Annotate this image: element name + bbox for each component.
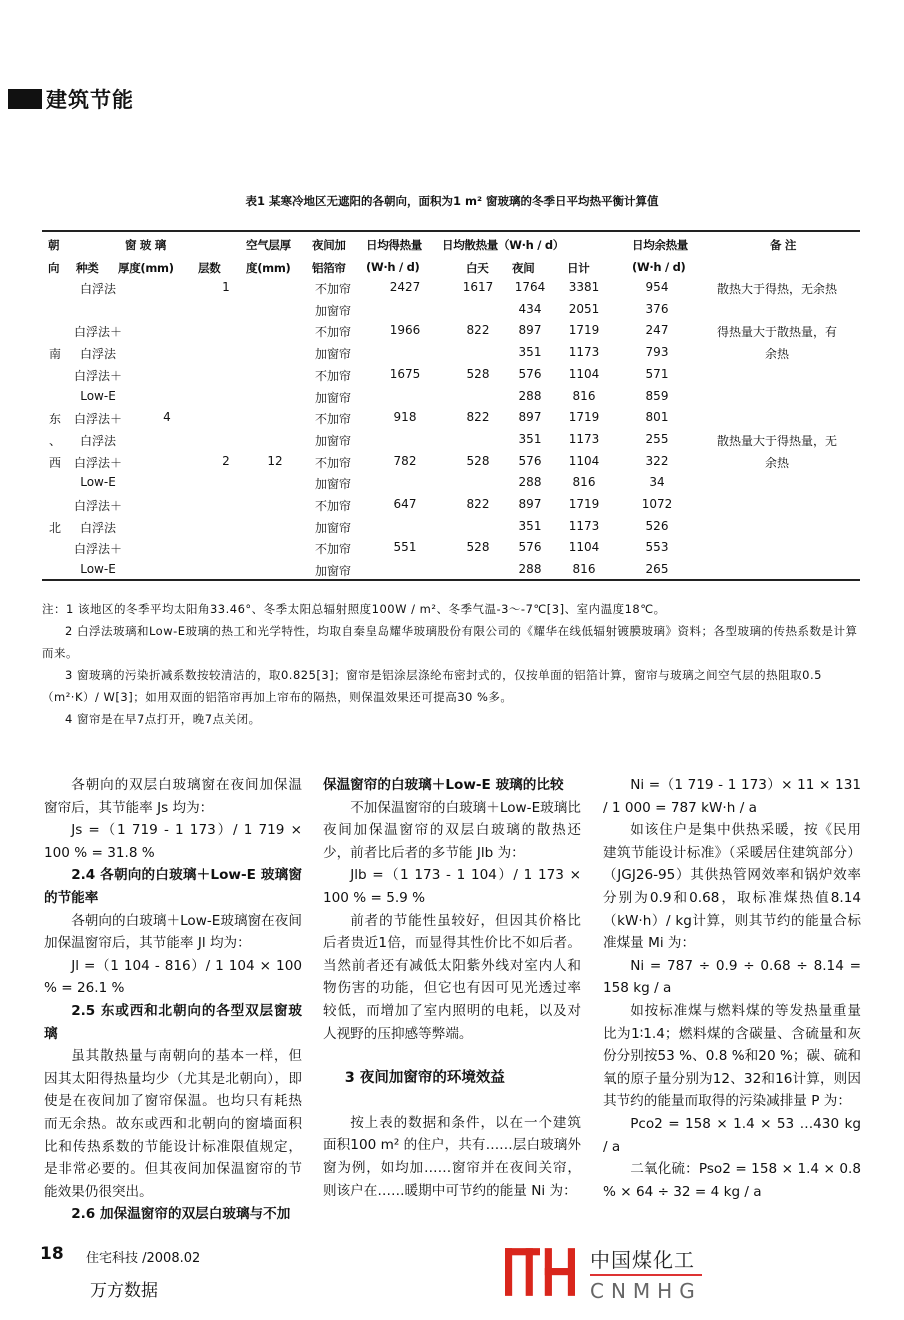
table-cell: 1719 [568, 410, 600, 425]
table-cell: 北 [48, 520, 62, 535]
table-cell: 897 [518, 410, 542, 425]
table-cell: 4 [163, 410, 171, 425]
table-cell: 加窗帘 [314, 390, 352, 405]
table-cell: 1764 [514, 280, 546, 294]
header-cell: 夜间加 [312, 238, 346, 252]
table-cell: 1104 [568, 540, 600, 555]
table-cell: 528 [466, 453, 490, 468]
table-cell: 白浮法＋ [73, 368, 123, 383]
watermark-cn: 中国煤化工 [590, 1244, 702, 1276]
table-bottom-rule [42, 579, 860, 581]
paragraph: 前者的节能性虽较好，但因其价格比后者贵近1倍，而显得其性价比不如后者。当然前者还有减低太阳紫外线对室内人和物伤害的功能，但它也有因可见光透过率较低，而增加了室内照明的电耗，以及对人视野的压抑感等弊端。 [323, 912, 581, 1042]
table-cell: 2427 [389, 280, 421, 294]
paragraph: 各朝向的白玻璃＋Low-E玻璃窗在夜间加保温窗帘后，其节能率 Jl 均为： [44, 912, 302, 952]
table-cell: 不加帘 [314, 282, 352, 296]
heading-2-6: 2.6 加保温窗帘的双层白玻璃与不加 [71, 1206, 291, 1223]
table-cell: 816 [572, 475, 596, 490]
watermark-text [590, 1244, 702, 1303]
paragraph: 按上表的数据和条件，以在一个建筑面积100 m² 的住户，共有……层白玻璃外窗为例，如均加……窗帘并在夜间关帘，则该户在……暖期中可节约的能量 Ni 为： [323, 1114, 581, 1199]
table-cell: 553 [645, 540, 669, 555]
paragraph: 各朝向的双层白玻璃窗在夜间加保温窗帘后，其节能率 Js 均为： [44, 777, 302, 816]
table-cell: 528 [466, 540, 490, 555]
table-cell: 247 [645, 323, 669, 338]
table-cell: 不加帘 [314, 499, 352, 513]
page-number: 18 [40, 1244, 64, 1264]
header-cell: 日均得热量 [366, 238, 422, 252]
table-cell: 822 [466, 323, 490, 338]
table-cell: 897 [518, 497, 542, 511]
table-cell: 1173 [568, 431, 600, 446]
formula: Ni =（1 719 - 1 173）× 11 × 131 / 1 000 = 787 kW·h / a [603, 777, 861, 816]
header-cell: 厚度(mm) [118, 261, 174, 275]
table-cell: 散热量大于得热量，无 [716, 433, 838, 448]
table-cell: 322 [645, 453, 669, 468]
table-cell: 576 [518, 366, 542, 381]
formula: 二氧化硫：Pso2 = 158 × 1.4 × 0.8 % × 64 ÷ 32 = 4 kg / a [603, 1161, 861, 1200]
journal-info: 住宅科技 /2008.02 [86, 1251, 201, 1266]
table-cell: 793 [645, 345, 669, 360]
table-cell: 不加帘 [314, 542, 352, 557]
table-notes [42, 598, 862, 730]
header-cell: (W·h / d) [366, 260, 420, 274]
table-cell: 816 [572, 388, 596, 403]
table-cell: 34 [649, 475, 665, 490]
note-3: 3 窗玻璃的污染折减系数按较清洁的，取0.825[3]；窗帘是铝涂层涤纶布密封式的，仅按单面的铝箔计算，窗帘与玻璃之间空气层的热阻取0.5（m²·K）/ W[3]；如用双面的铝箔帘再加上帘布的隔热，则保温效果还可提高30 %多。 [42, 668, 822, 704]
watermark-en: CNMHG [590, 1279, 702, 1303]
table-cell: 376 [645, 301, 669, 316]
table-cell: 不加帘 [314, 325, 352, 340]
table-cell: 加窗帘 [314, 303, 352, 318]
table-cell: 白浮法 [79, 282, 117, 296]
header-cell: 日均余热量 [632, 238, 688, 252]
formula: Pco2 = 158 × 1.4 × 53 …430 kg / a [603, 1115, 861, 1155]
table-cell: 647 [393, 497, 417, 511]
section-title: 建筑节能 [46, 88, 134, 112]
table-cell: 2 [222, 453, 230, 468]
table-cell: 加窗帘 [314, 433, 352, 448]
header-cell: (W·h / d) [632, 260, 686, 274]
table-cell: 1072 [641, 497, 673, 511]
header-cell: 夜间 [512, 261, 535, 275]
table-cell: 816 [572, 562, 596, 577]
source-label: 万方数据 [90, 1281, 158, 1301]
header-cell: 空气层厚 [246, 238, 291, 252]
table-cell: 白浮法 [79, 433, 117, 448]
table-cell: 822 [466, 410, 490, 425]
table-cell: 2051 [568, 301, 600, 316]
heading-3: 3 夜间加窗帘的环境效益 [344, 1070, 505, 1087]
table-cell: 822 [466, 497, 490, 511]
table-cell: 782 [393, 453, 417, 468]
table-cell: 897 [518, 323, 542, 338]
table-cell: 3381 [568, 280, 600, 294]
header-cell: 日计 [567, 261, 590, 275]
table-cell: 1966 [389, 323, 421, 338]
header-cell: 窗 玻 璃 [125, 238, 167, 252]
table-cell: 1104 [568, 366, 600, 381]
table-cell: 918 [393, 410, 417, 425]
table-caption: 表1 某寒冷地区无遮阳的各朝向，面积为1 m² 窗玻璃的冬季日平均热平衡计算值 [245, 194, 659, 208]
table-cell: 加窗帘 [314, 520, 352, 535]
note-4: 4 窗帘是在早7点打开，晚7点关闭。 [65, 712, 261, 726]
text-column-1 [44, 774, 302, 1226]
header-cell: 白天 [466, 261, 489, 275]
table-cell: 南 [48, 347, 62, 362]
table-cell: 散热大于得热，无余热 [716, 282, 838, 296]
table-cell: 12 [267, 453, 283, 468]
table-cell: 白浮法＋ [73, 499, 123, 513]
note-1: 注：1 该地区的冬季平均太阳角33.46°、冬季太阳总辐射照度100W / m²、冬季气温-3～-7℃[3]、室内温度18℃。 [42, 602, 666, 616]
formula: Js =（1 719 - 1 173）/ 1 719 × 100 % = 31.8 % [44, 822, 302, 861]
table-cell: 白浮法＋ [73, 455, 123, 470]
table-cell: 白浮法 [79, 347, 117, 362]
table-cell: 加窗帘 [314, 477, 352, 492]
table-cell: 1719 [568, 323, 600, 338]
paragraph: 如该住户是集中供热采暖，按《民用建筑节能设计标准》（采暖居住建筑部分）（JGJ26-95）其供热管网效率和锅炉效率分别为0.9和0.68，取标准煤热值8.14（kW·h）/ kg计算，则其节约的能量合标准煤量 Mi 为： [603, 822, 861, 952]
table-cell: 576 [518, 453, 542, 468]
table-cell: 1617 [462, 280, 494, 294]
heading-2-4: 2.4 各朝向的白玻璃＋Low-E 玻璃窗的节能率 [44, 867, 302, 906]
table-cell: 加窗帘 [314, 347, 352, 362]
table-cell: 571 [645, 366, 669, 381]
table-cell: 白浮法＋ [73, 412, 123, 427]
table-cell: 351 [518, 431, 542, 446]
paragraph: 如按标准煤与燃料煤的等发热量重量比为1∶1.4；燃料煤的含碳量、含硫量和灰份分别按53 %、0.8 %和20 %；碳、硫和氧的原子量分别为12、32和16计算，则因其节约的能量而取得的污染减排量 P 为： [603, 1002, 861, 1110]
table-cell: 954 [645, 280, 669, 294]
paragraph: 虽其散热量与南朝向的基本一样，但因其太阳得热量均少（尤其是北朝向），即使是在夜间加了窗帘保温。也均只有耗热而无余热。故东或西和北朝向的窗墙面积比和传热系数的节能设计标准限值规定，是非常必要的。但其夜间加保温窗帘的节能效果仍很突出。 [44, 1048, 302, 1200]
table-cell: 、 [48, 433, 62, 448]
table-cell: 不加帘 [314, 455, 352, 470]
table-cell: 得热量大于散热量，有 [716, 325, 838, 340]
text-column-3 [603, 774, 861, 1203]
header-cell: 朝 [48, 238, 60, 252]
table-cell: 288 [518, 475, 542, 490]
table-cell: 余热 [764, 455, 790, 470]
table-cell: 551 [393, 540, 417, 555]
table-cell: 288 [518, 562, 542, 577]
heading-2-6-continued: 保温窗帘的白玻璃＋Low-E 玻璃的比较 [323, 777, 564, 793]
table-top-rule [42, 230, 860, 232]
table-cell: 1104 [568, 453, 600, 468]
header-cell: 度(mm) [246, 261, 291, 275]
table-cell: 不加帘 [314, 412, 352, 427]
text-column-2 [323, 774, 581, 1202]
table-cell: 加窗帘 [314, 564, 352, 579]
table-cell: 1173 [568, 345, 600, 360]
table-cell: 东 [48, 412, 62, 427]
table-cell: 白浮法＋ [73, 542, 123, 557]
header-cell: 种类 [76, 261, 99, 275]
table-cell: 801 [645, 410, 669, 425]
note-2: 2 白浮法玻璃和Low-E玻璃的热工和光学特性，均取自秦皇岛耀华玻璃股份有限公司的《耀华在线低辐射镀膜玻璃》资料；各型玻璃的传热系数是计算而来。 [42, 624, 858, 660]
section-header [8, 84, 134, 114]
paragraph: 不加保温窗帘的白玻璃＋Low-E玻璃比夜间加保温窗帘的双层白玻璃的散热还少，前者比后者的多节能 Jlb 为： [323, 799, 581, 861]
table-cell: Low-E [80, 475, 116, 490]
table-cell: 434 [518, 301, 542, 316]
header-cell: 层数 [198, 261, 221, 275]
table-cell: 859 [645, 388, 669, 403]
table-cell: Low-E [80, 388, 116, 403]
table-cell: 351 [518, 518, 542, 533]
table-cell: 526 [645, 518, 669, 533]
table-cell: 288 [518, 388, 542, 403]
formula: Ni = 787 ÷ 0.9 ÷ 0.68 ÷ 8.14 = 158 kg / a [603, 957, 861, 997]
table-cell: 265 [645, 562, 669, 577]
header-cell: 备 注 [770, 238, 797, 252]
table-cell: 西 [48, 455, 62, 470]
table-cell: 351 [518, 345, 542, 360]
table-cell: 白浮法＋ [73, 325, 123, 340]
header-cell: 日均散热量（W·h / d） [442, 238, 564, 252]
table-cell: 白浮法 [79, 520, 117, 535]
table-cell: 1719 [568, 497, 600, 511]
table-cell: 255 [645, 431, 669, 446]
section-marker-block [8, 89, 42, 109]
table-cell: 1173 [568, 518, 600, 533]
table-cell: 1675 [389, 366, 421, 381]
header-cell: 铝箔帘 [312, 261, 346, 275]
header-cell: 向 [48, 261, 60, 275]
formula: Jl =（1 104 - 816）/ 1 104 × 100 % = 26.1 % [44, 957, 302, 997]
heading-2-5: 2.5 东或西和北朝向的各型双层窗玻璃 [44, 1002, 302, 1042]
watermark-mh-logo [505, 1248, 575, 1296]
formula: Jlb =（1 173 - 1 104）/ 1 173 × 100 % = 5.9 % [323, 867, 581, 906]
table-cell: 不加帘 [314, 368, 352, 383]
table-cell: Low-E [80, 562, 116, 577]
table-cell: 1 [222, 280, 230, 294]
table-cell: 528 [466, 366, 490, 381]
table-cell: 余热 [764, 347, 790, 362]
table-cell: 576 [518, 540, 542, 555]
